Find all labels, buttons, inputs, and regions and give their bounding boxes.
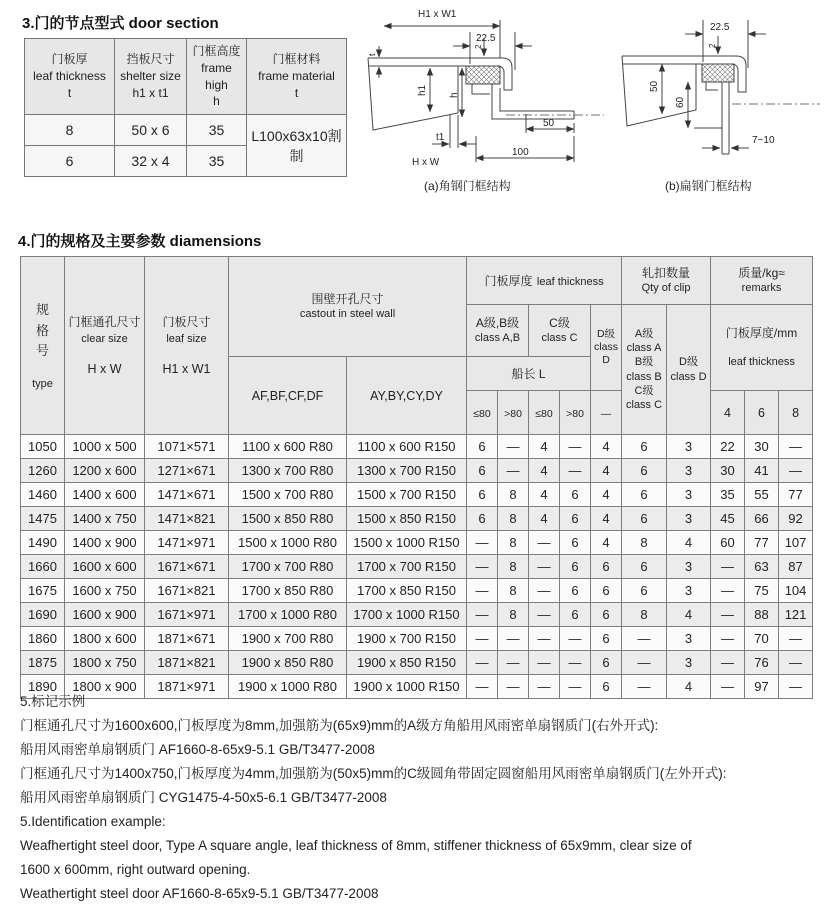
spec-value-cell: — bbox=[467, 531, 498, 555]
spec-value-cell: 92 bbox=[779, 507, 813, 531]
spec-value-cell: 63 bbox=[745, 555, 779, 579]
spec-value-cell: — bbox=[711, 603, 745, 627]
header-zh: 门框材料 bbox=[272, 52, 321, 67]
spec-value-cell: 30 bbox=[711, 459, 745, 483]
header-zh: 挡板尺寸 bbox=[126, 52, 175, 67]
dim-label-h1w1: H1 x W1 bbox=[418, 9, 457, 20]
spec-value-cell: 3 bbox=[667, 507, 711, 531]
spec-value-cell: 1471×971 bbox=[145, 531, 229, 555]
note-line: 门框通孔尺寸为1600x600,门板厚度为8mm,加强筋为(65x9)mm的A级方角船用风雨密单扇钢质门(右外开式): bbox=[20, 718, 659, 733]
spec-value-cell: — bbox=[529, 675, 560, 699]
spec-value-cell: 8 bbox=[622, 603, 667, 627]
spec-value-cell: 1300 x 700 R150 bbox=[347, 459, 467, 483]
spec-value-cell: — bbox=[711, 555, 745, 579]
spec-value-cell: — bbox=[467, 627, 498, 651]
header-en: frame high bbox=[201, 60, 232, 92]
spec-value-cell: — bbox=[779, 675, 813, 699]
col-header-le80: ≤80 bbox=[467, 391, 498, 435]
note-line: 门框通孔尺寸为1400x750,门板厚度为4mm,加强筋为(50x5)mm的C级圆角带固定圆窗船用风雨密单扇钢质门(左外开式): bbox=[20, 766, 727, 781]
spec-value-cell: 4 bbox=[591, 483, 622, 507]
col-header-type: 规 格 号 type bbox=[21, 257, 65, 435]
spec-value-cell: 8 bbox=[622, 531, 667, 555]
table-row bbox=[25, 115, 347, 146]
spec-value-cell: — bbox=[711, 627, 745, 651]
spec-value-cell: — bbox=[498, 651, 529, 675]
section3-title: 3.门的节点型式 door section bbox=[22, 15, 219, 32]
spec-value-cell: — bbox=[498, 435, 529, 459]
dim-label-22-5: 22.5 bbox=[710, 22, 730, 33]
spec-value-cell: 1900 x 1000 R80 bbox=[229, 675, 347, 699]
spec-value-cell: 8 bbox=[498, 555, 529, 579]
col-header-mass-6: 6 bbox=[745, 391, 779, 435]
spec-value-cell: — bbox=[711, 579, 745, 603]
col-header-leaf-size: 门板尺寸 leaf size H1 x W1 bbox=[145, 257, 229, 435]
spec-value-cell: 4 bbox=[529, 435, 560, 459]
dim-label-h1: h1 bbox=[417, 84, 428, 96]
spec-type-cell: 1475 bbox=[21, 507, 65, 531]
spec-value-cell: 6 bbox=[467, 435, 498, 459]
spec-value-cell: 1600 x 900 bbox=[65, 603, 145, 627]
spec-value-cell: 4 bbox=[591, 531, 622, 555]
spec-value-cell: 1500 x 850 R150 bbox=[347, 507, 467, 531]
spec-value-cell: 8 bbox=[498, 531, 529, 555]
header-en: shelter size bbox=[120, 69, 181, 84]
header-zh: 门框高度 bbox=[192, 44, 241, 58]
spec-value-cell: 1471×671 bbox=[145, 483, 229, 507]
spec-value-cell: 35 bbox=[711, 483, 745, 507]
header-zh: 门板厚 bbox=[51, 52, 88, 67]
note-line: 5.Identification example: bbox=[20, 814, 166, 829]
spec-value-cell: 6 bbox=[591, 579, 622, 603]
dim-label-t: t bbox=[367, 53, 377, 56]
spec-value-cell: 8 bbox=[498, 483, 529, 507]
spec-value-cell: 4 bbox=[667, 603, 711, 627]
spec-value-cell: — bbox=[779, 435, 813, 459]
col-header-leaf-thickness: 门板厚度 leaf thickness bbox=[467, 257, 622, 305]
spec-value-cell: 6 bbox=[560, 531, 591, 555]
cell: 8 bbox=[25, 115, 115, 146]
spec-type-cell: 1660 bbox=[21, 555, 65, 579]
spec-value-cell: 4 bbox=[529, 459, 560, 483]
col-frame-material bbox=[247, 39, 347, 115]
spec-value-cell: — bbox=[529, 531, 560, 555]
spec-value-cell: 66 bbox=[745, 507, 779, 531]
material-cell: L100x63x10割制 bbox=[247, 115, 347, 177]
dim-label-7-10: 7~10 bbox=[752, 135, 775, 146]
spec-value-cell: — bbox=[711, 675, 745, 699]
door-section-table bbox=[24, 38, 347, 177]
col-header-clip-abc: A级 class A B级 class B C级 class C bbox=[622, 305, 667, 435]
cell: 50 x 6 bbox=[115, 115, 187, 146]
spec-value-cell: — bbox=[467, 555, 498, 579]
spec-value-cell: 3 bbox=[667, 627, 711, 651]
col-header-gt80: >80 bbox=[498, 391, 529, 435]
spec-value-cell: 97 bbox=[745, 675, 779, 699]
spec-value-cell: — bbox=[529, 555, 560, 579]
dim-label-60: 60 bbox=[675, 96, 686, 108]
dim-label-22-5: 22.5 bbox=[476, 33, 496, 44]
spec-value-cell: 1600 x 750 bbox=[65, 579, 145, 603]
spec-value-cell: 6 bbox=[560, 579, 591, 603]
spec-value-cell: 6 bbox=[560, 483, 591, 507]
header-sym: t bbox=[67, 85, 72, 100]
spec-value-cell: — bbox=[529, 579, 560, 603]
note-line: 1600 x 600mm, right outward opening. bbox=[20, 862, 251, 877]
spec-value-cell: 55 bbox=[745, 483, 779, 507]
spec-value-cell: 8 bbox=[498, 603, 529, 627]
dim-label-t1: t1 bbox=[436, 132, 445, 143]
col-header-ship-length: 船长 L bbox=[467, 357, 591, 391]
spec-value-cell: 8 bbox=[498, 579, 529, 603]
spec-value-cell: 3 bbox=[667, 651, 711, 675]
spec-value-cell: — bbox=[622, 651, 667, 675]
col-header-d-dash: — bbox=[591, 391, 622, 435]
spec-value-cell: — bbox=[560, 435, 591, 459]
spec-value-cell: 1500 x 1000 R80 bbox=[229, 531, 347, 555]
spec-value-cell: 6 bbox=[467, 459, 498, 483]
spec-value-cell: 75 bbox=[745, 579, 779, 603]
col-frame-high bbox=[187, 39, 247, 115]
spec-value-cell: 1800 x 600 bbox=[65, 627, 145, 651]
spec-value-cell: 6 bbox=[591, 555, 622, 579]
spec-header-row-1 bbox=[21, 257, 813, 305]
spec-value-cell: 1100 x 600 R150 bbox=[347, 435, 467, 459]
col-header-gt80-c: >80 bbox=[560, 391, 591, 435]
spec-value-cell: 121 bbox=[779, 603, 813, 627]
spec-value-cell: 1700 x 850 R80 bbox=[229, 579, 347, 603]
spec-value-cell: 6 bbox=[591, 675, 622, 699]
col-header-castout: 围壁开孔尺寸 castout in steel wall bbox=[229, 257, 467, 357]
dim-label-100: 100 bbox=[512, 147, 529, 158]
table-row bbox=[21, 507, 813, 531]
spec-value-cell: 6 bbox=[591, 627, 622, 651]
spec-value-cell: 107 bbox=[779, 531, 813, 555]
spec-value-cell: 6 bbox=[622, 459, 667, 483]
door-table-header-row bbox=[25, 39, 347, 115]
spec-type-cell: 1890 bbox=[21, 675, 65, 699]
dim-label-hxw: H x W bbox=[412, 157, 440, 168]
spec-value-cell: 4 bbox=[529, 507, 560, 531]
cell: 32 x 4 bbox=[115, 146, 187, 177]
spec-value-cell: 4 bbox=[667, 531, 711, 555]
spec-value-cell: — bbox=[779, 459, 813, 483]
col-header-clip-d: D级 class D bbox=[667, 305, 711, 435]
spec-value-cell: 1900 x 1000 R150 bbox=[347, 675, 467, 699]
spec-value-cell: 6 bbox=[591, 603, 622, 627]
spec-value-cell: 1600 x 600 bbox=[65, 555, 145, 579]
spec-value-cell: 1700 x 700 R150 bbox=[347, 555, 467, 579]
spec-value-cell: 1500 x 700 R80 bbox=[229, 483, 347, 507]
spec-value-cell: — bbox=[498, 459, 529, 483]
spec-value-cell: — bbox=[560, 627, 591, 651]
spec-value-cell: 1871×971 bbox=[145, 675, 229, 699]
spec-type-cell: 1460 bbox=[21, 483, 65, 507]
spec-value-cell: 3 bbox=[667, 483, 711, 507]
table-row bbox=[21, 531, 813, 555]
header-sym: h1 x t1 bbox=[132, 85, 169, 100]
cell: 6 bbox=[25, 146, 115, 177]
spec-value-cell: 4 bbox=[591, 435, 622, 459]
dim-label-50: 50 bbox=[649, 80, 660, 92]
note-line: Weafhertight steel door, Type A square angle, leaf thickness of 8mm, stiffener thickness of 65x9mm, clear size of bbox=[20, 838, 692, 853]
cell: 35 bbox=[187, 146, 247, 177]
spec-value-cell: 1400 x 750 bbox=[65, 507, 145, 531]
spec-value-cell: — bbox=[498, 627, 529, 651]
col-leaf-thickness bbox=[25, 39, 115, 115]
diagram-a-caption: (a)角钢门框结构 bbox=[424, 179, 511, 193]
spec-value-cell: 1900 x 700 R80 bbox=[229, 627, 347, 651]
spec-value-cell: 4 bbox=[591, 507, 622, 531]
spec-value-cell: 1271×671 bbox=[145, 459, 229, 483]
spec-value-cell: 1500 x 700 R150 bbox=[347, 483, 467, 507]
col-shelter-size bbox=[115, 39, 187, 115]
spec-value-cell: 1200 x 600 bbox=[65, 459, 145, 483]
spec-value-cell: 1671×671 bbox=[145, 555, 229, 579]
spec-value-cell: 6 bbox=[560, 555, 591, 579]
spec-type-cell: 1875 bbox=[21, 651, 65, 675]
spec-value-cell: 3 bbox=[667, 459, 711, 483]
spec-value-cell: 1871×821 bbox=[145, 651, 229, 675]
spec-table-body bbox=[21, 435, 813, 699]
table-row bbox=[21, 627, 813, 651]
dim-label-2: 2 bbox=[708, 43, 717, 48]
spec-value-cell: 3 bbox=[667, 435, 711, 459]
spec-table bbox=[20, 256, 813, 699]
spec-value-cell: 6 bbox=[467, 507, 498, 531]
spec-value-cell: — bbox=[467, 651, 498, 675]
spec-value-cell: 3 bbox=[667, 579, 711, 603]
col-header-clip-qty: 轧扣数量 Qty of clip bbox=[622, 257, 711, 305]
spec-value-cell: — bbox=[779, 651, 813, 675]
spec-value-cell: 88 bbox=[745, 603, 779, 627]
spec-value-cell: 1700 x 850 R150 bbox=[347, 579, 467, 603]
section4-title: 4.门的规格及主要参数 diamensions bbox=[18, 233, 262, 250]
spec-value-cell: 1800 x 750 bbox=[65, 651, 145, 675]
spec-value-cell: 6 bbox=[467, 483, 498, 507]
spec-value-cell: 6 bbox=[560, 507, 591, 531]
spec-value-cell: 1871×671 bbox=[145, 627, 229, 651]
diagram-b-caption: (b)扁钢门框结构 bbox=[665, 179, 752, 193]
spec-value-cell: 6 bbox=[622, 483, 667, 507]
dim-label-2: 2 bbox=[474, 44, 483, 49]
spec-value-cell: — bbox=[498, 675, 529, 699]
note-line: 船用风雨密单扇钢质门 AF1660-8-65x9-5.1 GB/T3477-2008 bbox=[20, 742, 375, 757]
table-row bbox=[21, 483, 813, 507]
spec-type-cell: 1860 bbox=[21, 627, 65, 651]
table-row bbox=[21, 435, 813, 459]
spec-value-cell: 1800 x 900 bbox=[65, 675, 145, 699]
spec-value-cell: 22 bbox=[711, 435, 745, 459]
spec-value-cell: 1671×821 bbox=[145, 579, 229, 603]
col-header-castout-f: AF,BF,CF,DF bbox=[229, 357, 347, 435]
spec-value-cell: 1700 x 700 R80 bbox=[229, 555, 347, 579]
table-row bbox=[21, 603, 813, 627]
spec-value-cell: 87 bbox=[779, 555, 813, 579]
col-header-clear-size: 门框通孔尺寸 clear size H x W bbox=[65, 257, 145, 435]
spec-value-cell: 30 bbox=[745, 435, 779, 459]
spec-value-cell: 6 bbox=[622, 579, 667, 603]
spec-value-cell: 6 bbox=[591, 651, 622, 675]
spec-type-cell: 1260 bbox=[21, 459, 65, 483]
spec-value-cell: 41 bbox=[745, 459, 779, 483]
col-header-class-c: C级 class C bbox=[529, 305, 591, 357]
spec-value-cell: — bbox=[779, 627, 813, 651]
col-header-leaf-mm: 门板厚度/mm leaf thickness bbox=[711, 305, 813, 391]
spec-value-cell: 1700 x 1000 R150 bbox=[347, 603, 467, 627]
spec-value-cell: 4 bbox=[591, 459, 622, 483]
spec-value-cell: 6 bbox=[622, 507, 667, 531]
col-header-mass: 质量/kg≈ remarks bbox=[711, 257, 813, 305]
spec-value-cell: 104 bbox=[779, 579, 813, 603]
header-sym: t bbox=[294, 85, 299, 100]
spec-value-cell: 76 bbox=[745, 651, 779, 675]
spec-value-cell: 4 bbox=[667, 675, 711, 699]
spec-type-cell: 1490 bbox=[21, 531, 65, 555]
header-en: frame material bbox=[258, 69, 335, 84]
col-header-castout-y: AY,BY,CY,DY bbox=[347, 357, 467, 435]
spec-value-cell: 1400 x 600 bbox=[65, 483, 145, 507]
spec-value-cell: 1100 x 600 R80 bbox=[229, 435, 347, 459]
spec-value-cell: 1500 x 850 R80 bbox=[229, 507, 347, 531]
spec-value-cell: 60 bbox=[711, 531, 745, 555]
header-en: leaf thickness bbox=[33, 69, 106, 84]
spec-value-cell: — bbox=[622, 627, 667, 651]
spec-value-cell: — bbox=[711, 651, 745, 675]
spec-value-cell: 77 bbox=[779, 483, 813, 507]
spec-value-cell: — bbox=[560, 651, 591, 675]
spec-value-cell: 45 bbox=[711, 507, 745, 531]
table-row bbox=[21, 579, 813, 603]
col-header-mass-8: 8 bbox=[779, 391, 813, 435]
dim-label-50: 50 bbox=[543, 118, 555, 129]
spec-value-cell: 1900 x 700 R150 bbox=[347, 627, 467, 651]
cell: 35 bbox=[187, 115, 247, 146]
spec-type-cell: 1690 bbox=[21, 603, 65, 627]
col-header-class-d: D级 class D bbox=[591, 305, 622, 391]
table-row bbox=[21, 555, 813, 579]
spec-value-cell: 6 bbox=[622, 435, 667, 459]
spec-value-cell: 70 bbox=[745, 627, 779, 651]
spec-value-cell: — bbox=[467, 579, 498, 603]
col-header-class-ab: A级,B级 class A,B bbox=[467, 305, 529, 357]
spec-value-cell: — bbox=[529, 627, 560, 651]
spec-type-cell: 1675 bbox=[21, 579, 65, 603]
col-header-mass-4: 4 bbox=[711, 391, 745, 435]
angle-steel-frame-diagram bbox=[354, 2, 608, 200]
note-line: 船用风雨密单扇钢质门 CYG1475-4-50x5-6.1 GB/T3477-2008 bbox=[20, 790, 387, 805]
flat-steel-frame-diagram bbox=[610, 2, 828, 200]
spec-value-cell: 1500 x 1000 R150 bbox=[347, 531, 467, 555]
spec-value-cell: — bbox=[622, 675, 667, 699]
spec-value-cell: — bbox=[467, 603, 498, 627]
note-line: 5.标记示例 bbox=[20, 694, 86, 709]
spec-value-cell: — bbox=[560, 459, 591, 483]
spec-value-cell: — bbox=[529, 651, 560, 675]
spec-value-cell: 3 bbox=[667, 555, 711, 579]
table-row bbox=[21, 651, 813, 675]
header-sym: h bbox=[213, 94, 220, 109]
spec-type-cell: 1050 bbox=[21, 435, 65, 459]
spec-value-cell: 1671×971 bbox=[145, 603, 229, 627]
spec-value-cell: 6 bbox=[622, 555, 667, 579]
spec-value-cell: — bbox=[467, 675, 498, 699]
notes-section bbox=[20, 690, 820, 906]
spec-value-cell: 6 bbox=[560, 603, 591, 627]
spec-value-cell: 1700 x 1000 R80 bbox=[229, 603, 347, 627]
table-row bbox=[21, 459, 813, 483]
spec-value-cell: — bbox=[560, 675, 591, 699]
spec-value-cell: 4 bbox=[529, 483, 560, 507]
col-header-le80-c: ≤80 bbox=[529, 391, 560, 435]
spec-value-cell: 1471×821 bbox=[145, 507, 229, 531]
spec-value-cell: 1300 x 700 R80 bbox=[229, 459, 347, 483]
spec-value-cell: 1400 x 900 bbox=[65, 531, 145, 555]
spec-value-cell: 1071×571 bbox=[145, 435, 229, 459]
spec-value-cell: 1900 x 850 R150 bbox=[347, 651, 467, 675]
spec-value-cell: — bbox=[529, 603, 560, 627]
spec-value-cell: 77 bbox=[745, 531, 779, 555]
spec-value-cell: 8 bbox=[498, 507, 529, 531]
note-line: Weathertight steel door AF1660-8-65x9-5.1 GB/T3477-2008 bbox=[20, 886, 379, 901]
spec-value-cell: 1000 x 500 bbox=[65, 435, 145, 459]
dim-label-h: h bbox=[449, 92, 460, 98]
spec-value-cell: 1900 x 850 R80 bbox=[229, 651, 347, 675]
